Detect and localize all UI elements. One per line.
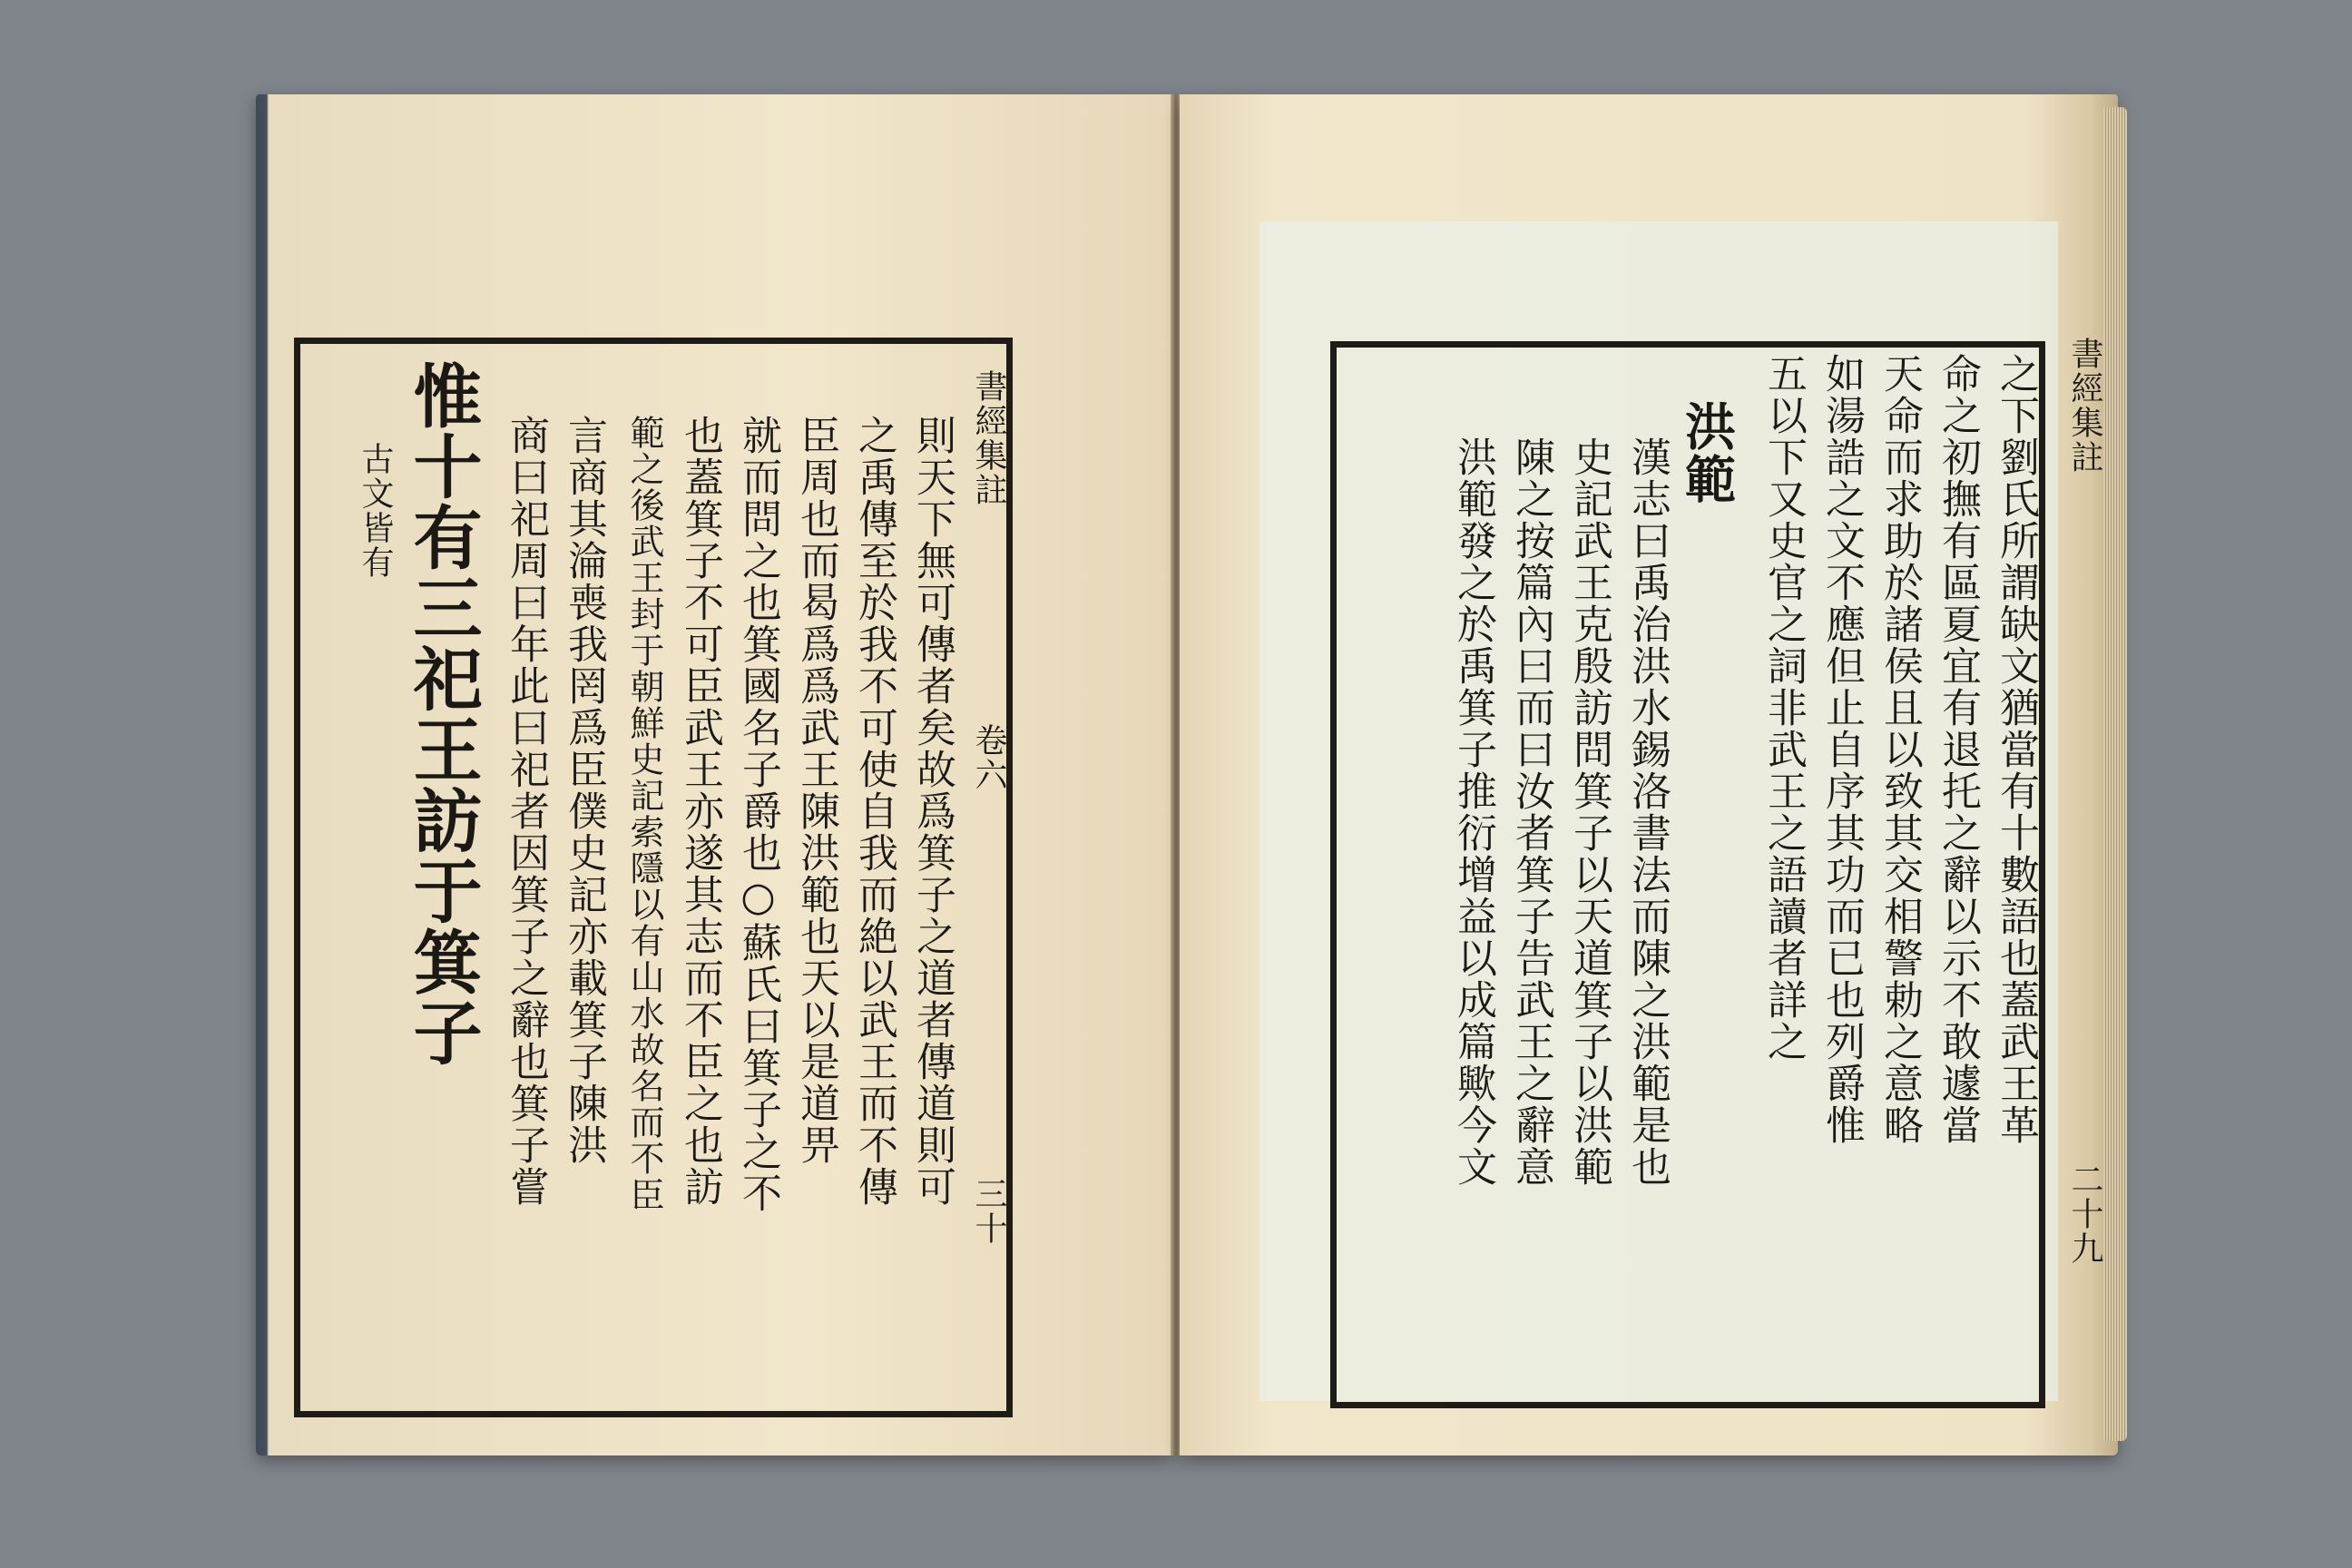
right-commentary-2: 史記武王克殷訪問箕子以天道箕子以洪範 xyxy=(1566,436,1612,1188)
open-book xyxy=(256,94,2118,1465)
left-col-8: 商曰祀周曰年此曰祀者因箕子之辭也箕子嘗 xyxy=(503,415,549,1208)
left-note: 古文皆有 xyxy=(357,442,394,580)
page-edges xyxy=(2103,107,2127,1441)
right-col-5: 五以下又史官之詞非武王之語讀者詳之 xyxy=(1760,353,1807,1063)
right-col-4: 如湯誥之文不應但止自序其功而已也列爵惟 xyxy=(1818,353,1865,1146)
volume-label: 卷六 xyxy=(970,723,1007,792)
left-col-5: 也蓋箕子不可臣武王亦遂其志而不臣之也訪 xyxy=(677,415,723,1208)
right-col-3: 天命而求助於諸侯且以致其交相警勅之意略 xyxy=(1877,353,1923,1146)
folio-right: 二十九 xyxy=(2066,1162,2103,1266)
left-col-7: 言商其淪喪我罔爲臣僕史記亦載箕子陳洪 xyxy=(561,415,607,1166)
left-col-6: 範之後武王封于朝鮮史記索隱以有山水故名而不臣 xyxy=(624,415,664,1213)
right-commentary-3: 陳之按篇內曰而曰汝者箕子告武王之辭意 xyxy=(1508,436,1554,1188)
left-col-3: 臣周也而曷爲爲武王陳洪範也天以是道畀 xyxy=(793,415,839,1166)
folio-left: 三十 xyxy=(970,1177,1007,1246)
left-page xyxy=(256,94,1172,1455)
right-page xyxy=(1180,94,2118,1455)
left-text-frame xyxy=(294,338,1013,1417)
left-col-2: 之禹傳至於我不可使自我而絶以武王而不傳 xyxy=(851,415,897,1208)
left-col-1: 則天下無可傳者矣故爲箕子之道者傳道則可 xyxy=(909,415,956,1208)
left-col-4: 就而問之也箕國名子爵也○蘇氏曰箕子之不 xyxy=(735,415,781,1214)
right-commentary-4: 洪範發之於禹箕子推衍增益以成篇歟今文 xyxy=(1450,436,1496,1188)
right-commentary-1: 漢志曰禹治洪水錫洛書法而陳之洪範是也 xyxy=(1624,436,1671,1188)
right-heading: 洪範 xyxy=(1677,400,1737,505)
right-col-1: 之下劉氏所謂缺文猶當有十數語也蓋武王革 xyxy=(1993,353,2039,1146)
right-text-frame xyxy=(1330,337,2103,1408)
margin-header-right: 書經集註 xyxy=(2066,337,2103,475)
left-heading: 惟十有三祀王訪于箕子 xyxy=(402,360,483,1068)
right-col-2: 命之初撫有區夏宜有退托之辭以示不敢遽當 xyxy=(1935,353,1981,1146)
margin-header-left: 書經集註 xyxy=(970,369,1007,507)
